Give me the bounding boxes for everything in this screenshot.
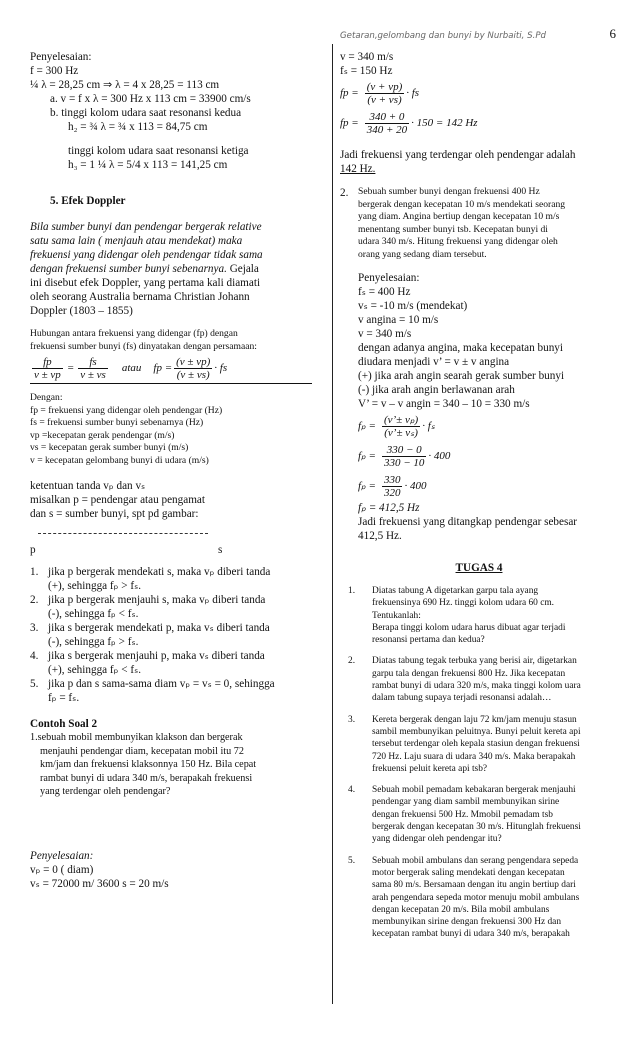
equation-5: fₚ = $\frac{330}{320}$ · 400 xyxy=(358,473,427,499)
formula-num2: (v ± vp) xyxy=(176,355,211,368)
example-line: rambat bunyi di udara 340 m/s, berapakah frekuensi xyxy=(40,772,253,784)
rule-item: 3. jika s bergerak mendekati p, maka vₛ diberi tanda (-), sehingga fₚ > fₛ. xyxy=(30,622,270,648)
solution-lambda: ¼ λ = 28,25 cm ⇒ λ = 4 x 28,25 = 113 cm xyxy=(30,79,220,91)
task-item: 5. Sebuah mobil ambulans dan serang pengendara sepeda motor bergerak saling mendekati dengan kecepatan sama 80 m/s. Bersamaan dengan itu angin bertiup dari arah pengendara sepeda motor menuju mobil ambulans dengan kecepatan 20 m/s. Bila mobil ambulans membunyikan sirine dengan frekuensi 300 Hz dan kecepatan rambat bunyi di udara 340 m/s, berapakah xyxy=(348,855,580,940)
where-line: fs = frekuensi sumber bunyi sebenarnya (Hz) xyxy=(30,417,204,428)
task-item: 3. Kereta bergerak dengan laju 72 km/jam menuju stasun sambil membunyikan peluitnya. Bunyi peluit kereta api tersebut terdengar oleh kepala stasiun dengan frekuensi 720 Hz. Laju suara di udara 340 m/s. Maka berapakah frekuensi peluit kereta api tsb? xyxy=(348,714,581,774)
solution-b: b. tinggi kolom udara saat resonansi kedua xyxy=(50,107,242,119)
answer-1-value: 142 Hz. xyxy=(340,163,376,175)
rule-item: 2. jika p bergerak menjauhi s, maka vₚ diberi tanda (-), sehingga fₚ < fₛ. xyxy=(30,594,266,620)
intro-line: dengan frekuensi sumber bunyi sebenarnya. xyxy=(30,263,227,275)
where-line: vp =kecepatan gerak pendengar (m/s) xyxy=(30,429,175,441)
page-number: 6 xyxy=(609,26,616,41)
relation-line: frekuensi sumber bunyi (fs) dinyatakan dengan persamaan: xyxy=(30,340,257,352)
diagram-s: s xyxy=(218,544,223,556)
sol2-line: vₚ = 0 ( diam) xyxy=(30,863,94,876)
where-line: vs = kecepatan gerak sumber bunyi (m/s) xyxy=(30,442,189,453)
intro-tail: Gejala xyxy=(226,263,259,275)
solution-a: a. v = f x λ = 300 Hz x 113 cm = 33900 cm/s xyxy=(50,93,251,105)
solution-2: Penyelesaian: fₛ = 400 Hz vₛ = -10 m/s (mendekat) v angina = 10 m/s v = 340 m/s dengan adanya angina, maka kecepatan bunyi diudara menjadi v’ = v ± v angina (+) jika arah angin searah gerak sumber bunyi (-) jika arah angin berlawanan arah V’ = v – v angin = 340 – 10 = 330 m/s fₚ = $\frac{\text{(v’± vₚ)}}{\text{(v’± vₛ)}}$ · fₛ fₚ = $\frac{330 - 0}{330 - 10}$ · 400 fₚ = $\frac{330}{320}$ · 400 fₚ = 412,5 Hz Jadi frekuensi yang ditangkap pendengar sebesar 412,5 Hz. xyxy=(340,271,618,543)
question-2: 2. Sebuah sumber bunyi dengan frekuensi 400 Hz bergerak dengan kecepatan 10 m/s mendekati seorang yang diam. Angina bertiup dengan kecepatan 10 m/s menentang sumber bunyi tsb. Kecepatan bunyi di udara 340 m/s. Hitung frekuensi yang didengar oleh orang yang sedang diam tersebut. xyxy=(340,186,566,260)
solution-f: f = 300 Hz xyxy=(30,65,79,77)
example-line: 1.sebuah mobil membunyikan klakson dan bergerak xyxy=(30,732,243,743)
intro-line: satu sama lain ( menjauh atau mendekat) maka xyxy=(30,235,243,247)
header-title: Getaran,gelombang dan bunyi by Nurbaiti, S.Pd xyxy=(340,31,546,41)
intro2-line: ini disebut efek Doppler, yang pertama kali diamati xyxy=(30,277,261,289)
intro-line: Bila sumber bunyi dan pendengar bergerak relative xyxy=(30,221,262,233)
equation-3: fₚ = $\frac{\text{(v’± vₚ)}}{\text{(v’± vₛ)}}$ · fₛ xyxy=(358,413,435,439)
solution-h3: h₃ = 1 ¼ λ = 5/4 x 113 = 141,25 cm xyxy=(68,159,228,171)
intro2-line: oleh seorang Australia bernama Christian Johann xyxy=(30,291,250,303)
formula-atau: atau xyxy=(121,362,142,374)
column-divider xyxy=(332,44,333,1004)
section-title: 5. Efek Doppler xyxy=(50,195,126,207)
rule-item: 1. jika p bergerak mendekati s, maka vₚ diberi tanda (+), sehingga fₚ > fₛ. xyxy=(30,566,271,592)
formula-den-p: v ± vp xyxy=(34,368,61,381)
doppler-formula: $\frac{fp}{v \pm vp}$ = $\frac{fs}{v \pm vs}$ atau fp = $\frac{(v \pm vp)}{(v \pm vs)}$ · fs xyxy=(30,353,312,384)
diagram-p: p xyxy=(30,544,36,556)
formula-fp: fp xyxy=(32,356,63,369)
solution-h2: h₂ = ¾ λ = ¾ x 113 = 84,75 cm xyxy=(68,121,208,133)
p-s-diagram xyxy=(30,525,320,565)
task-item: 1. Diatas tabung A digetarkan garpu tala ayang frekuensinya 690 Hz. tinggi kolom udara 60 cm. Tentukanlah: Berapa tinggi kolom udara harus dibuat agar terjadi resonansi pertama dan kedua? xyxy=(348,586,566,646)
formula-den2: (v ± vs) xyxy=(176,368,210,381)
example-line: menjauhi pendengar diam, kecepatan mobil itu 72 xyxy=(40,745,244,757)
relation-line: Hubungan antara frekuensi yang didengar (fp) dengan xyxy=(30,328,238,339)
left-column xyxy=(30,50,320,891)
rule-item: 5. jika p dan s sama-sama diam vₚ = vₛ = 0, sehingga fₚ = fₛ. xyxy=(30,678,275,704)
equation-1: fp = $\frac{(v + vp)}{(v + vs)}$ · fs xyxy=(340,80,420,106)
given-line: fₛ = 150 Hz xyxy=(340,65,393,77)
equation-4: fₚ = $\frac{330 - 0}{330 - 10}$ · 400 xyxy=(358,443,451,469)
task-item: 2. Diatas tabung tegak terbuka yang berisi air, digetarkan garpu tala dengan frekuensi 800 Hz. Jika kecepatan rambat bunyi di udara 320 m/s, maka tinggi kolom uara dalam tabung supaya terjadi resonansi adalah… xyxy=(348,656,581,704)
example-line: yang terdengar oleh pendengar? xyxy=(40,786,171,797)
sol2-label: Penyelesaian: xyxy=(30,849,94,862)
given-line: v = 340 m/s xyxy=(340,51,394,63)
sol2-line: vₛ = 72000 m/ 3600 s = 20 m/s xyxy=(30,877,169,890)
task-item: 4. Sebuah mobil pemadam kebakaran bergerak menjauhi pendengar yang diam sambil membunyikan sirine dengan frekuensi 500 Hz. Mmobil pemadam tsb bergerak dengan kecepatan 30 m/s. Hitunglah frekuensi yang didengar oleh pendengar itu? xyxy=(348,785,581,845)
equation-final: fₚ = 412,5 Hz xyxy=(358,502,420,514)
example-line: km/jam dan frekuensi klaksonnya 150 Hz. Bila cepat xyxy=(40,759,257,770)
intro-line: frekuensi yang didengar oleh pendengar tidak sama xyxy=(30,249,263,261)
formula-fs: fs xyxy=(78,356,108,369)
formula-times-fs: · fs xyxy=(214,362,228,374)
dashed-line xyxy=(38,533,208,534)
sign-rule-line: misalkan p = pendengar atau pengamat xyxy=(30,494,205,506)
answer-1: Jadi frekuensi yang terdengar oleh pendengar adalah xyxy=(340,149,576,161)
solution-third: tinggi kolom udara saat resonansi ketiga xyxy=(68,145,249,157)
example-title: Contoh Soal 2 xyxy=(30,718,98,730)
where-line: fp = frekuensi yang didengar oleh pendengar (Hz) xyxy=(30,404,223,416)
intro2-line: Doppler (1803 – 1855) xyxy=(30,305,133,317)
solution-label: Penyelesaian: xyxy=(30,51,92,63)
rule-item: 4. jika s bergerak menjauhi p, maka vₛ diberi tanda (+), sehingga fₚ < fₛ. xyxy=(30,650,265,676)
sign-rule-line: dan s = sumber bunyi, spt pd gambar: xyxy=(30,508,199,520)
equation-2: fp = $\frac{340 + 0}{340 + 20}$ · 150 = 142 Hz xyxy=(340,110,478,136)
right-column xyxy=(340,50,618,950)
tugas-title: TUGAS 4 xyxy=(455,562,503,574)
formula-fp-eq: fp = xyxy=(153,362,173,374)
sign-rule-line: ketentuan tanda vₚ dan vₛ xyxy=(30,480,146,492)
where-line: v = kecepatan gelombang bunyi di udara (m/s) xyxy=(30,454,209,466)
formula-den-s: v ± vs xyxy=(80,368,106,381)
where-label: Dengan: xyxy=(30,392,63,403)
